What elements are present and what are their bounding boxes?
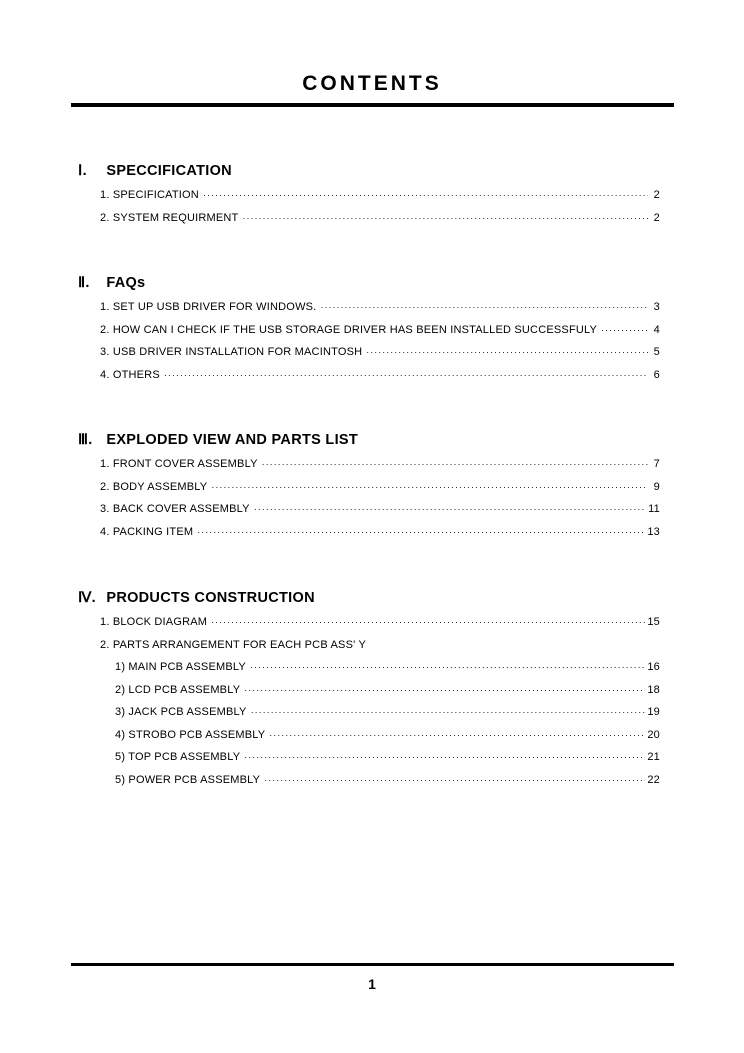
entry-page: 2: [653, 211, 660, 224]
entry-label: 1. FRONT COVER ASSEMBLY: [100, 458, 258, 470]
dot-leader: [262, 453, 648, 476]
toc-entry[interactable]: [78, 364, 660, 387]
dot-leader: [269, 724, 645, 747]
section-title: FAQs: [106, 275, 146, 291]
dot-leader: [211, 476, 648, 499]
toc-entry[interactable]: [78, 184, 660, 207]
dot-leader: [250, 656, 645, 679]
section-numeral: Ⅲ.: [78, 432, 93, 448]
entry-label: 2) LCD PCB ASSEMBLY: [115, 683, 241, 696]
toc-entry[interactable]: [78, 498, 660, 521]
dot-leader: [244, 679, 645, 702]
dot-leader: [197, 521, 645, 544]
entry-page: 3: [653, 301, 660, 313]
section-heading: [78, 160, 660, 182]
entry-label: 1. SPECIFICATION: [100, 189, 199, 201]
entry-label: 2. HOW CAN I CHECK IF THE USB STORAGE DRIVER HAS BEEN INSTALLED SUCCESSFULY: [100, 323, 598, 336]
toc-entry[interactable]: [78, 341, 660, 364]
dot-leader: [601, 319, 648, 342]
section-numeral: Ⅱ.: [78, 275, 90, 291]
section-heading: [78, 587, 660, 609]
page-title: CONTENTS: [302, 72, 442, 95]
toc-subentry[interactable]: [78, 656, 660, 679]
entry-page: 13: [647, 525, 660, 538]
dot-leader: [211, 611, 645, 634]
section-numeral: Ⅰ.: [78, 163, 87, 179]
entry-page: 7: [653, 458, 660, 470]
toc-entry[interactable]: [78, 521, 660, 544]
dot-leader: [366, 341, 648, 364]
page-number: 1: [368, 976, 376, 992]
entry-page: 19: [647, 706, 660, 718]
entry-label: 1. BLOCK DIAGRAM: [100, 616, 208, 628]
dot-leader: [254, 498, 646, 521]
toc-subentry[interactable]: [78, 746, 660, 769]
dot-leader: [203, 184, 648, 207]
entry-label: 5) POWER PCB ASSEMBLY: [115, 773, 261, 786]
dot-leader: [242, 207, 648, 230]
section-numeral: Ⅳ.: [78, 590, 97, 606]
section-heading: [78, 272, 660, 294]
entry-page: 5: [653, 346, 660, 358]
entry-page: 11: [648, 503, 660, 515]
bottom-divider: [71, 963, 674, 966]
toc-entry[interactable]: [78, 476, 660, 499]
toc-entry[interactable]: [78, 296, 660, 319]
entry-label: 2. PARTS ARRANGEMENT FOR EACH PCB ASS' Y: [100, 638, 367, 651]
section-title: SPECCIFICATION: [106, 163, 232, 179]
toc-subentry[interactable]: [78, 724, 660, 747]
entry-page: 22: [647, 773, 660, 786]
entry-label: 4. PACKING ITEM: [100, 525, 194, 538]
entry-page: 6: [653, 368, 660, 381]
entry-page: 2: [653, 189, 660, 201]
entry-label: 3. BACK COVER ASSEMBLY: [100, 503, 250, 515]
entry-label: 3) JACK PCB ASSEMBLY: [115, 706, 247, 718]
dot-leader: [251, 701, 646, 724]
entry-page: 20: [647, 728, 660, 741]
toc-entry[interactable]: [78, 611, 660, 634]
entry-label: 4. OTHERS: [100, 368, 160, 381]
entry-page: 9: [653, 480, 660, 493]
dot-leader: [244, 746, 645, 769]
entry-page: 15: [647, 616, 660, 628]
toc-entry[interactable]: [78, 207, 660, 230]
section-products-construction: [78, 587, 660, 791]
entry-label: 4) STROBO PCB ASSEMBLY: [115, 728, 266, 741]
entry-label: 3. USB DRIVER INSTALLATION FOR MACINTOSH: [100, 346, 363, 358]
entry-page: 18: [647, 683, 660, 696]
section-title: EXPLODED VIEW AND PARTS LIST: [106, 432, 359, 448]
dot-leader: [164, 364, 648, 387]
dot-leader: [264, 769, 645, 792]
entry-label: 1. SET UP USB DRIVER FOR WINDOWS.: [100, 301, 317, 313]
entry-page: 4: [653, 323, 660, 336]
toc-subentry[interactable]: [78, 701, 660, 724]
entry-label: 2. SYSTEM REQUIRMENT: [100, 211, 239, 224]
section-specification: [78, 160, 660, 229]
entry-page: 16: [647, 661, 660, 673]
section-heading: [78, 429, 660, 451]
entry-label: 5) TOP PCB ASSEMBLY: [115, 751, 241, 763]
entry-page: 21: [647, 751, 660, 763]
toc-entry[interactable]: [78, 634, 660, 657]
top-divider: [71, 103, 674, 107]
toc-subentry[interactable]: [78, 679, 660, 702]
dot-leader: [320, 296, 648, 319]
section-faqs: [78, 272, 660, 386]
toc-entry[interactable]: [78, 453, 660, 476]
toc-entry[interactable]: [78, 319, 660, 342]
entry-label: 2. BODY ASSEMBLY: [100, 480, 208, 493]
section-title: PRODUCTS CONSTRUCTION: [106, 590, 315, 606]
section-exploded-view: [78, 429, 660, 543]
toc-subentry[interactable]: [78, 769, 660, 792]
entry-label: 1) MAIN PCB ASSEMBLY: [115, 661, 246, 673]
